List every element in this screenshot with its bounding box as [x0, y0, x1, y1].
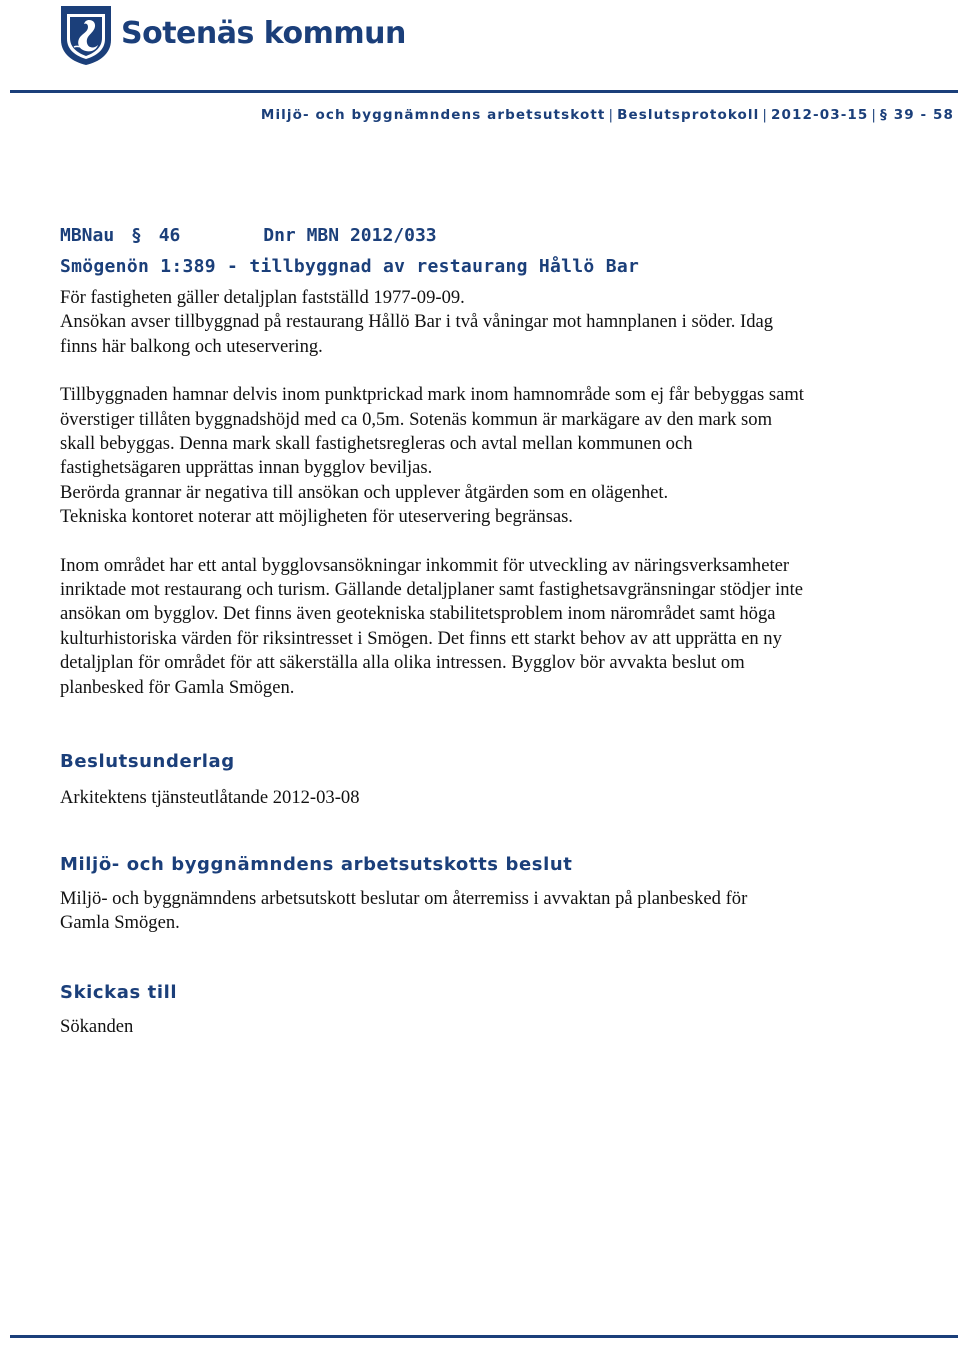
sent-to-paragraph [60, 1015, 920, 1039]
case-section-no: 46 [158, 225, 181, 246]
paragraph-line: överstiger tillåten byggnadshöjd med ca 0,5m. Sotenäs kommun är markägare av den mark som [60, 408, 773, 430]
planning-paragraph [60, 554, 920, 700]
decision-heading: Miljö- och byggnämndens arbetsutskotts beslut [60, 853, 573, 875]
running-header [261, 107, 954, 123]
header-separator: | [871, 107, 878, 123]
municipality-logo [59, 4, 406, 66]
paragraph-line: inriktade mot restaurang och turism. Gällande detaljplaner samt fastighetsavgränsningar stödjer inte [60, 579, 804, 601]
paragraph-line: detaljplan för området för att säkerställa alla olika intressen. Bygglov bör avvakta beslut om [60, 652, 745, 674]
logo-text: Sotenäs kommun [121, 15, 406, 51]
paragraph-line: Miljö- och byggnämndens arbetsutskott beslutar om återremiss i avvaktan på planbesked för [60, 887, 748, 909]
municipal-shield-swan-icon [59, 4, 113, 66]
sent-to-heading: Skickas till [60, 982, 178, 1004]
paragraph-line: Tekniska kontoret noterar att möjligheten för uteservering begränsas. [60, 506, 573, 528]
paragraph-line: Ansökan avser tillbyggnad på restaurang Hållö Bar i två våningar mot hamnplanen i söder. Idag [60, 311, 774, 333]
paragraph-line: planbesked för Gamla Smögen. [60, 676, 295, 698]
assessment-paragraph [60, 383, 920, 529]
paragraph-line: kulturhistoriska värden för riksintresset i Smögen. Det finns ett starkt behov av att upprätta en ny [60, 627, 782, 649]
header-committee: Miljö- och byggnämndens arbetsutskott [260, 107, 606, 123]
paragraph-line: Arkitektens tjänsteutlåtande 2012-03-08 [60, 787, 360, 809]
header-date: 2012-03-15 [771, 107, 869, 123]
header-doc-type: Beslutsprotokoll [617, 107, 760, 123]
header-rule [10, 90, 958, 93]
case-id: MBNau [60, 225, 115, 246]
basis-heading: Beslutsunderlag [60, 751, 235, 773]
protocol-content [60, 222, 920, 1040]
case-reference [60, 222, 920, 250]
paragraph-line: fastighetsägaren upprättas innan bygglov beviljas. [60, 457, 433, 479]
header-separator: | [608, 107, 615, 123]
header-section-range: 39 - 58 [893, 107, 954, 123]
header-separator: | [762, 107, 769, 123]
case-title: Smögenön 1:389 - tillbyggnad av restaurang Hållö Bar [60, 256, 640, 277]
paragraph-line: För fastigheten gäller detaljplan fastställd 1977-09-09. [60, 287, 465, 308]
footer-rule [10, 1335, 958, 1338]
paragraph-line: Gamla Smögen. [60, 911, 180, 933]
case-dnr: Dnr MBN 2012/033 [263, 225, 437, 246]
basis-paragraph [60, 786, 920, 810]
paragraph-line: skall bebyggas. Denna mark skall fastighetsregleras och avtal mellan kommunen och [60, 433, 693, 455]
intro-paragraph [60, 286, 920, 359]
paragraph-line: Tillbyggnaden hamnar delvis inom punktprickad mark inom hamnområde som ej får bebyggas samt [60, 384, 804, 406]
case-section-mark: § [131, 225, 142, 246]
decision-paragraph [60, 887, 920, 936]
paragraph-line: Berörda grannar är negativa till ansökan och upplever åtgärden som en olägenhet. [60, 481, 669, 503]
paragraph-line: finns här balkong och uteservering. [60, 335, 323, 357]
header-section-mark: § [880, 107, 888, 123]
paragraph-line: ansökan om bygglov. Det finns även geotekniska stabilitetsproblem inom närområdet samt höga [60, 603, 776, 625]
paragraph-line: Sökanden [60, 1016, 134, 1038]
paragraph-line: Inom området har ett antal bygglovsansökningar inkommit för utveckling av näringsverksamheter [60, 554, 790, 576]
